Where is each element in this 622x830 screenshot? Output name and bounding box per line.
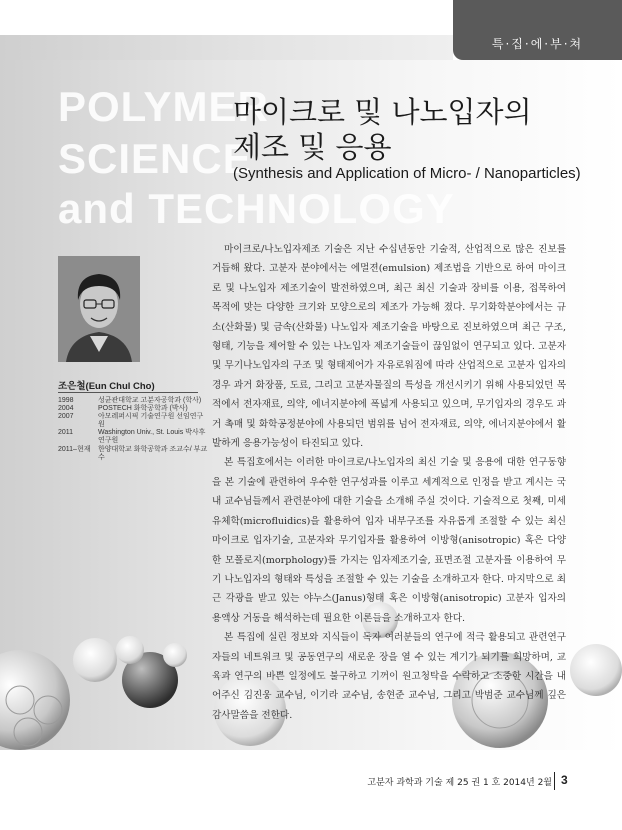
author-divider — [58, 392, 198, 393]
career-item — [58, 397, 208, 405]
title-korean-line1: 마이크로 및 나노입자의 — [233, 95, 532, 129]
author-name: 조은철(Eun Chul Cho) — [58, 381, 155, 392]
career-desc: Washington Univ., St. Louis 박사후 연구원 — [98, 429, 206, 445]
header-band — [0, 35, 453, 60]
section-tab-label: 특·집·에·부·쳐 — [491, 37, 584, 51]
title-english: (Synthesis and Application of Micro- / Nanoparticles) — [233, 165, 581, 182]
particle — [73, 638, 117, 682]
background-word-science: SCIENCE — [58, 135, 252, 182]
body-paragraph: 마이크로/나노입자제조 기술은 지난 수십년동안 기술적, 산업적으로 많은 진보를 거듭해 왔다. 고분자 분야에서는 에멀젼(emulsion) 제조법을 기반으로 하여 마이크로 및 나노입자 제조기술이 발전하였으며, 최근 최신 기술과 장비를 이용, 접목하여 목적에 맞는 다양한 크기와 모양으로의 제조가 가능해 졌다. 무기화학분야에서는 규소(산화물) 및 금속(산화물) 나노입자 제조기술을 바탕으로 진보하였으며 최근 구조, 형태, 기능을 제어할 수 있는 나노입자 제조기술들이 끊임없이 연구되고 있다. 고분자 및 무기나노입자의 구조 및 형태제어가 자유로워짐에 따라 산업적으로 고분자 입자의 경우 과거 화장품, 도료, 그리고 고분자물질의 특성을 개선시키기 위해 사용되었던 목적에서 전자재료, 의약, 에너지분야에 폭넓게 사용되고 있으며, 무기입자의 경우도 과거 촉매 및 화학공정분야에 사용되던 범위를 넘어 전자재료, 의약, 에너지분야에서 활발하게 응용가능성이 타진되고 있다. — [212, 244, 566, 450]
author-career-list — [58, 397, 208, 462]
page-number: 3 — [561, 773, 568, 787]
particle — [0, 650, 70, 750]
career-year: 2007 — [58, 413, 74, 421]
article-body — [212, 240, 566, 725]
author-photo — [58, 256, 140, 362]
career-year: 1998 — [58, 397, 74, 404]
background-word-polymer: POLYMER — [58, 83, 269, 130]
title-korean-line2: 제조 및 응용 — [233, 130, 392, 164]
career-year: 2011–현재 — [58, 445, 91, 453]
particle — [163, 643, 187, 667]
career-desc: 아모레퍼시픽 기술연구원 선임연구원 — [98, 413, 204, 429]
career-item — [58, 429, 208, 445]
career-item — [58, 446, 208, 462]
career-item — [58, 413, 208, 429]
section-tab — [453, 0, 622, 60]
particle — [570, 644, 622, 696]
career-year: 2004 — [58, 405, 74, 413]
particle — [116, 636, 144, 664]
footer-journal-info: 고분자 과학과 기술 제 25 권 1 호 2014년 2월 — [367, 778, 552, 788]
career-desc: POSTECH 화학공학과 (박사) — [98, 405, 188, 413]
body-paragraph: 본 특집에 실린 정보와 지식들이 독자 여러분들의 연구에 적극 활용되고 관련연구자들의 네트워크 및 공동연구의 새로운 장을 열 수 있는 계기가 되기를 희망하며, 교육과 연구의 바쁜 일정에도 불구하고 기꺼이 원고청탁을 수락하고 소중한 시간을 내어주신 김진웅 교수님, 이기라 교수님, 송현준 교수님, 그리고 박범준 교수님께 깊은 감사말씀을 전한다. — [212, 632, 566, 721]
career-desc: 성균관대학교 고분자공학과 (학사) — [98, 397, 202, 404]
background-word-technology: and TECHNOLOGY — [58, 185, 455, 232]
career-desc: 한양대학교 화학공학과 조교수/ 부교수 — [98, 445, 208, 461]
career-item — [58, 405, 208, 413]
body-paragraph: 본 특집호에서는 이러한 마이크로/나노입자의 최신 기술 및 응용에 대한 연구동향을 본 기술에 관련하여 우수한 연구성과를 이루고 세계적으로 인정을 받고 계시는 국내 교수님들께서 관련분야에 대한 기술을 소개해 주실 것이다. 기술적으로 첫째, 미세유체학(microfluidics)을 활용하여 입자 내부구조를 자유롭게 조절할 수 있는 최신 마이크로 입자기술, 고분자와 무기입자를 활용하여 이방형(anisotropic) 혹은 다양한 모폴로지(morphology)를 가지는 입자제조기술, 표면조절 고분자를 이용하여 무기 나노입자의 형태와 특성을 조절할 수 있는 기술을 소개하고자 한다. 마지막으로 최근 각광을 받고 있는 야누스(Janus)형태 혹은 이방형(anisotropic) 고분자 입자의 용액상 거동을 해석하는데 필요한 이론들을 소개하고자 한다. — [212, 457, 566, 624]
footer-divider — [554, 772, 555, 790]
career-year: 2011 — [58, 429, 74, 437]
